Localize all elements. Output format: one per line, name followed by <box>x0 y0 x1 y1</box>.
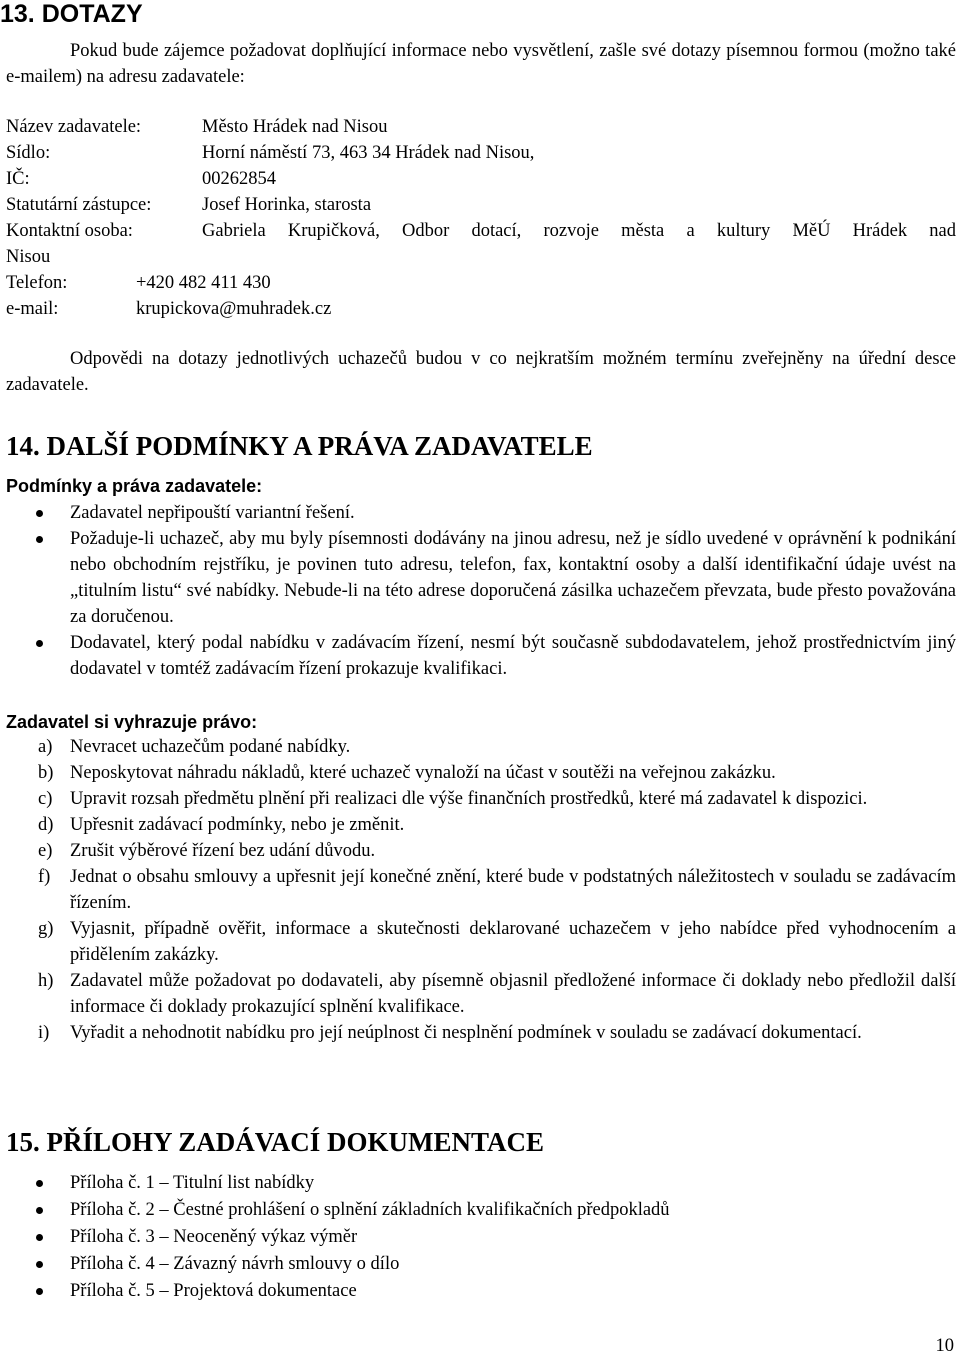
list-item: a) Nevracet uchazečům podané nabídky. <box>38 737 351 757</box>
phone-number: +420 482 411 430 <box>136 273 271 293</box>
list-item: Požaduje-li uchazeč, aby mu byly písemnosti dodávány na jinou adresu, než je sídlo uvedené v oprávnění k podnikání nebo obchodním rejstříku, je povinen tuto adresu, telefon, fax, kontaktní osoby a další identifikační údaje uvést na „titulním listu“ své nabídky. Nebude-li na této adrese doporučená zásilka uchazečem převzata, bude přesto považována za doručenou. <box>0 526 956 630</box>
bullet-icon <box>36 510 43 517</box>
contact-label: e-mail: <box>6 299 59 319</box>
contact-value: Horní náměstí 73, 463 34 Hrádek nad Nisou, <box>202 143 535 163</box>
list-item: f) Jednat o obsahu smlouvy a upřesnit její konečné znění, které bude v podstatných náležitostech v souladu se zadávacím řízením. <box>38 867 956 913</box>
rights-list <box>0 734 960 1046</box>
list-item: c) Upravit rozsah předmětu plnění při realizaci dle výše finančních prostředků, které má zadavatel k dispozici. <box>38 789 868 809</box>
contact-label: Telefon: <box>6 273 68 293</box>
contact-value: Gabriela Krupičková, Odbor dotací, rozvoje města a kultury MěÚ Hrádek nad <box>202 221 956 241</box>
list-item: b) Neposkytovat náhradu nákladů, které uchazeč vynaloží na účast v soutěži na veřejnou zakázku. <box>38 763 776 783</box>
list-item: Dodavatel, který podal nabídku v zadávacím řízení, nesmí být současně subdodavatelem, jehož prostřednictvím jiný dodavatel v tomtéž zadávacím řízení prokazuje kvalifikaci. <box>0 630 956 682</box>
list-item: Příloha č. 1 – Titulní list nabídky <box>0 1170 956 1197</box>
conditions-heading: Podmínky a práva zadavatele: <box>6 476 263 496</box>
list-item: e) Zrušit výběrové řízení bez udání důvodu. <box>38 841 376 861</box>
list-item: d) Upřesnit zadávací podmínky, nebo je změnit. <box>38 815 405 835</box>
list-item: Zadavatel nepřipouští variantní řešení. <box>0 500 956 526</box>
section-13-intro: Pokud bude zájemce požadovat doplňující informace nebo vysvětlení, zašle své dotazy písemnou formou (možno také e-mailem) na adresu zadavatele: <box>6 41 956 87</box>
contact-label: Kontaktní osoba: <box>6 221 133 241</box>
list-item: h) Zadavatel může požadovat po dodavateli, aby písemně objasnil předložené informace či doklady nebo předložil další informace či doklady prokazující splnění kvalifikace. <box>38 971 956 1017</box>
list-item: i) Vyřadit a nehodnotit nabídku pro její neúplnost či nesplnění podmínek v souladu se zadávací dokumentací. <box>38 1023 862 1043</box>
section-13-heading: 13. DOTAZY <box>0 0 143 28</box>
rights-heading: Zadavatel si vyhrazuje právo: <box>6 712 258 732</box>
bullet-icon <box>36 1234 43 1241</box>
contact-label: Statutární zástupce: <box>6 195 152 215</box>
contact-value: Město Hrádek nad Nisou <box>202 117 388 137</box>
attachments-list <box>0 1170 960 1305</box>
contact-value: 00262854 <box>202 169 276 189</box>
bullet-icon <box>36 640 43 647</box>
section-15-heading: 15. PŘÍLOHY ZADÁVACÍ DOKUMENTACE <box>6 1127 545 1157</box>
section-14-heading: 14. DALŠÍ PODMÍNKY A PRÁVA ZADAVATELE <box>6 431 593 461</box>
list-item: Příloha č. 3 – Neoceněný výkaz výměr <box>0 1224 956 1251</box>
bullet-icon <box>36 1261 43 1268</box>
contact-value-continuation: Nisou <box>6 247 51 267</box>
contact-label: Název zadavatele: <box>6 117 142 137</box>
answers-note: Odpovědi na dotazy jednotlivých uchazečů budou v co nejkratším možném termínu zveřejněny na úřední desce zadavatele. <box>6 349 956 395</box>
list-item: Příloha č. 5 – Projektová dokumentace <box>0 1278 956 1305</box>
contact-label: Sídlo: <box>6 143 51 163</box>
bullet-icon <box>36 1180 43 1187</box>
bullet-icon <box>36 1207 43 1214</box>
page-number: 10 <box>935 1336 954 1356</box>
list-item: g) Vyjasnit, případně ověřit, informace a skutečnosti deklarované uchazečem v jeho nabídce před vyhodnocením a přidělením zakázky. <box>38 919 956 965</box>
contact-label: IČ: <box>6 169 30 189</box>
conditions-list <box>0 500 960 682</box>
bullet-icon <box>36 1288 43 1295</box>
bullet-icon <box>36 536 43 543</box>
list-item: Příloha č. 4 – Závazný návrh smlouvy o dílo <box>0 1251 956 1278</box>
list-item: Příloha č. 2 – Čestné prohlášení o splnění základních kvalifikačních předpokladů <box>0 1197 956 1224</box>
email-address: krupickova@muhradek.cz <box>136 299 332 319</box>
contact-value: Josef Horinka, starosta <box>202 195 372 215</box>
